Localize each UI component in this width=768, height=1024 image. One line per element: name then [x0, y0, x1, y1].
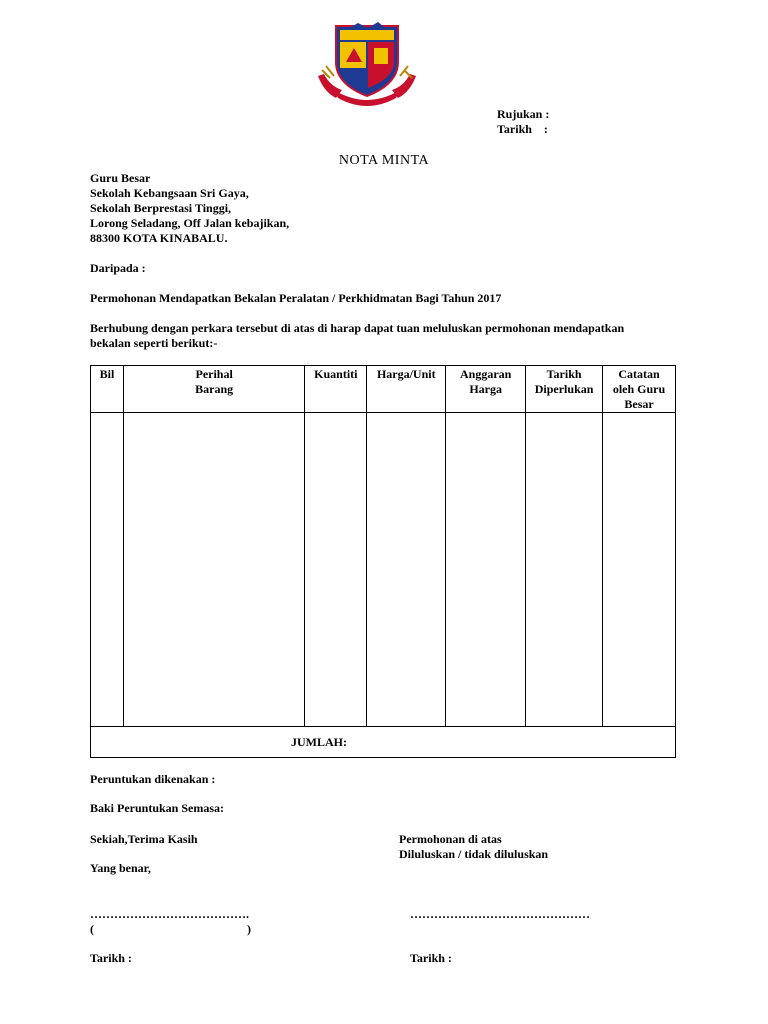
col-header-bil: Bil — [91, 366, 124, 413]
table-cell — [123, 413, 304, 727]
table-total-row — [91, 727, 676, 758]
rujukan-label: Rujukan : — [497, 107, 550, 121]
tarikh-right-label: Tarikh : — [410, 951, 452, 965]
table-cell — [367, 413, 446, 727]
subject-line: Permohonan Mendapatkan Bekalan Peralatan / Perkhidmatan Bagi Tahun 2017 — [90, 291, 502, 305]
name-paren-close: ) — [247, 922, 251, 936]
recipient-line: Guru Besar — [90, 171, 151, 185]
thanks-text: Sekiah,Terima Kasih — [90, 832, 198, 846]
body-text-line-2: bekalan seperti berikut:- — [90, 336, 218, 350]
col-header-kuantiti: Kuantiti — [305, 366, 367, 413]
total-cell — [91, 727, 676, 758]
table-header-row — [91, 366, 676, 413]
table-cell — [446, 413, 526, 727]
closing-text: Yang benar, — [90, 861, 151, 875]
table-cell — [305, 413, 367, 727]
approval-text-line-1: Permohonan di atas — [399, 832, 502, 846]
body-text-line-1: Berhubung dengan perkara tersebut di atas di harap dapat tuan meluluskan permohonan mendapatkan — [90, 321, 625, 335]
col-header-anggaran-harga: Anggaran Harga — [446, 366, 526, 413]
table-cell — [603, 413, 676, 727]
table-cell — [91, 413, 124, 727]
recipient-line: Sekolah Kebangsaan Sri Gaya, — [90, 186, 249, 200]
tarikh-left-label: Tarikh : — [90, 951, 132, 965]
peruntukan-label: Peruntukan dikenakan : — [90, 772, 216, 786]
name-paren-open: ( — [90, 922, 94, 936]
col-header-tarikh-diperlukan: Tarikh Diperlukan — [526, 366, 603, 413]
page-title: NOTA MINTA — [338, 153, 430, 168]
table-body-row — [91, 413, 676, 727]
col-header-perihal-barang: Perihal Barang — [123, 366, 304, 413]
recipient-address — [90, 171, 289, 246]
daripada-label: Daripada : — [90, 261, 146, 275]
col-header-harga-unit: Harga/Unit — [367, 366, 446, 413]
baki-peruntukan-label: Baki Peruntukan Semasa: — [90, 801, 225, 815]
approver-signature-line: ……………………………………… — [410, 907, 590, 921]
table-cell — [526, 413, 603, 727]
approval-text-line-2: Diluluskan / tidak diluluskan — [399, 847, 549, 861]
recipient-line: 88300 KOTA KINABALU. — [90, 231, 228, 245]
applicant-signature-line: …………………………………. — [90, 907, 249, 921]
recipient-line: Sekolah Berprestasi Tinggi, — [90, 201, 232, 215]
recipient-line: Lorong Seladang, Off Jalan kebajikan, — [90, 216, 290, 230]
col-header-catatan: Catatan oleh Guru Besar — [603, 366, 676, 413]
school-crest-logo — [312, 18, 422, 106]
tarikh-label: Tarikh : — [497, 122, 548, 136]
request-items-table — [90, 365, 676, 758]
total-label: JUMLAH: — [291, 734, 347, 749]
